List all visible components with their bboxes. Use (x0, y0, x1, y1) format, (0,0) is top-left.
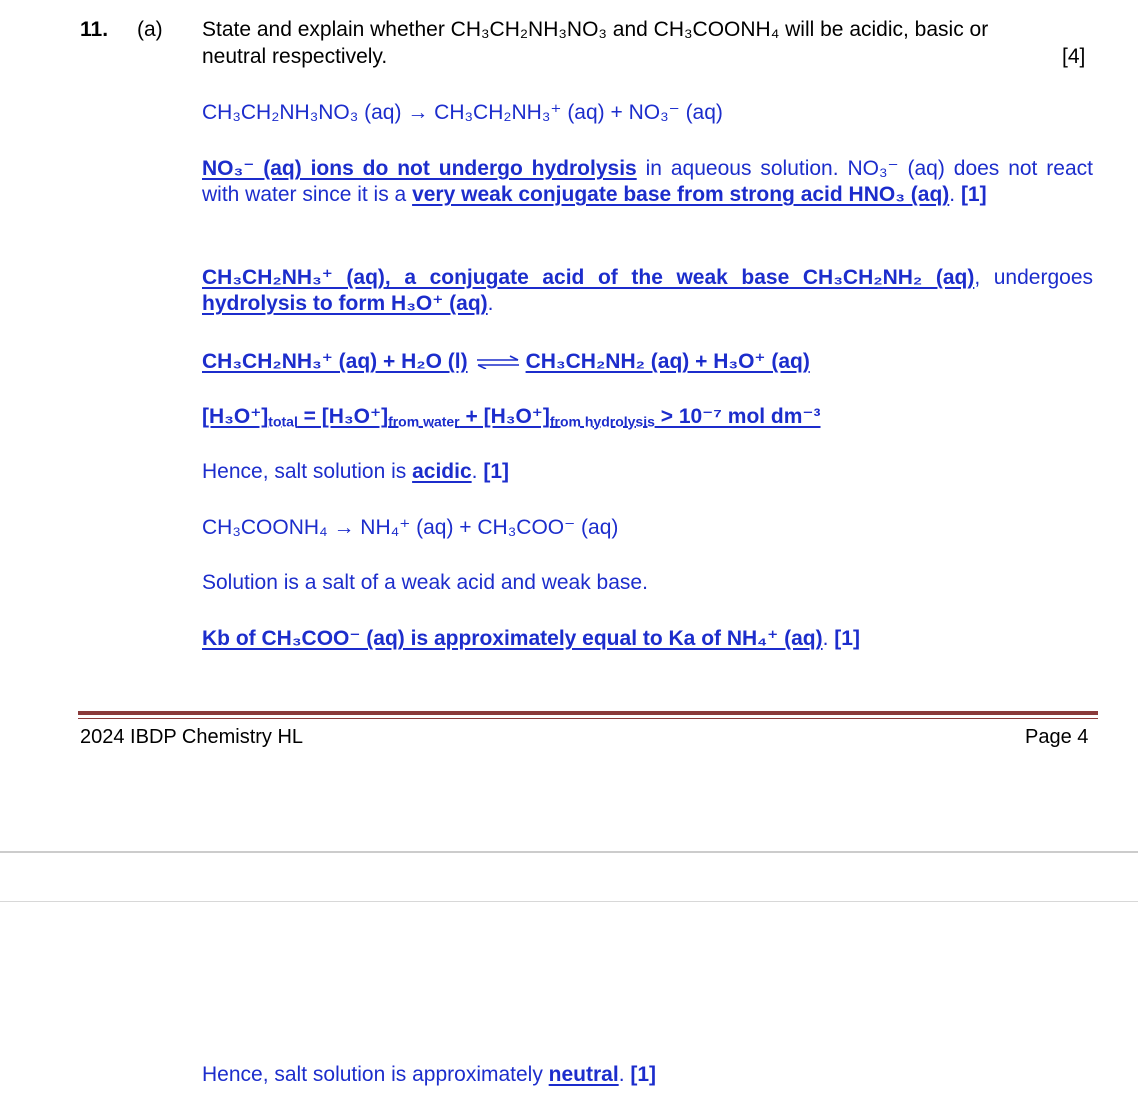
no3-text: in aqueous solution. NO₃⁻ (aq) does not react with water since it is a (202, 157, 1093, 206)
weak-salt-statement: Solution is a salt of a weak acid and weak base. (202, 571, 648, 594)
mark-award: [1] (483, 460, 509, 483)
footer-course: 2024 IBDP Chemistry HL (80, 726, 304, 748)
conjugate-acid-point: CH₃CH₂NH₃⁺ (aq), a conjugate acid of the weak base CH₃CH₂NH₂ (aq) (202, 266, 975, 289)
hydrolysis-point: hydrolysis to form H₃O⁺ (aq) (202, 292, 488, 315)
page-break-bottom (0, 901, 1138, 902)
conc-total: [H₃O⁺] (202, 405, 269, 428)
dissociation-equation-2: CH₃COONH₄ → NH₄⁺ (aq) + CH₃COO⁻ (aq) (202, 516, 619, 539)
conclusion-text: Hence, salt solution is approximately (202, 1063, 549, 1086)
no3-explanation (202, 156, 1093, 208)
footer-page-number: Page 4 (1025, 726, 1089, 748)
conclusion-neutral (202, 1062, 656, 1088)
mark-award: [1] (630, 1063, 657, 1086)
kb-ka-point: Kb of CH₃COO⁻ (aq) is approximately equal to Ka of NH₄⁺ (aq) (202, 627, 823, 650)
hydrolysis-equilibrium (202, 349, 810, 375)
question-marks: [4] (1062, 45, 1086, 68)
conc-from-hydrolysis: + [H₃O⁺] (459, 405, 550, 428)
question-text-line2: neutral respectively. (202, 45, 388, 68)
sub-from-water: from water (388, 413, 460, 430)
kb-ka-end: . (822, 627, 835, 650)
equilibrium-right: CH₃CH₂NH₂ (aq) + H₃O⁺ (aq) (525, 350, 810, 373)
neutral-keyword: neutral (548, 1063, 619, 1086)
no3-key-point: NO₃⁻ (aq) ions do not undergo hydrolysis (202, 157, 637, 180)
conclusion-acidic (202, 459, 509, 485)
acidic-keyword: acidic (412, 460, 472, 483)
mark-award: [1] (834, 627, 860, 650)
conjugate-acid-text: , undergoes (974, 266, 1093, 289)
page-break-top (0, 851, 1138, 853)
conclusion-end: . (471, 460, 484, 483)
equilibrium-arrow-icon (476, 355, 520, 369)
weak-conjugate-base-point: very weak conjugate base from strong acid HNO₃ (aq) (412, 183, 950, 206)
equilibrium-left: CH₃CH₂NH₃⁺ (aq) + H₂O (l) (202, 350, 468, 373)
conjugate-acid-explanation (202, 265, 1093, 317)
conc-from-water: = [H₃O⁺] (297, 405, 389, 428)
no3-end: . (949, 183, 961, 206)
mark-award: [1] (960, 183, 987, 206)
h3o-concentration (202, 404, 821, 430)
dissociation-equation-1: CH₃CH₂NH₃NO₃ (aq) → CH₃CH₂NH₃⁺ (aq) + NO₃⁻ (aq) (202, 101, 723, 124)
conclusion-text: Hence, salt solution is (202, 460, 413, 483)
footer-rule-thin (78, 718, 1098, 719)
question-text: State and explain whether CH₃CH₂NH₃NO₃ and CH₃COONH₄ will be acidic, basic or (202, 18, 989, 41)
conjugate-acid-end: . (487, 292, 494, 315)
sub-total: total (268, 413, 298, 430)
conc-comparison: > 10⁻⁷ mol dm⁻³ (654, 405, 821, 428)
question-part: (a) (137, 18, 163, 41)
footer-rule (78, 711, 1098, 715)
conclusion-end: . (618, 1063, 631, 1086)
kb-ka-comparison (202, 626, 860, 652)
sub-from-hydrolysis: from hydrolysis (549, 413, 655, 430)
question-number: 11. (80, 18, 109, 41)
